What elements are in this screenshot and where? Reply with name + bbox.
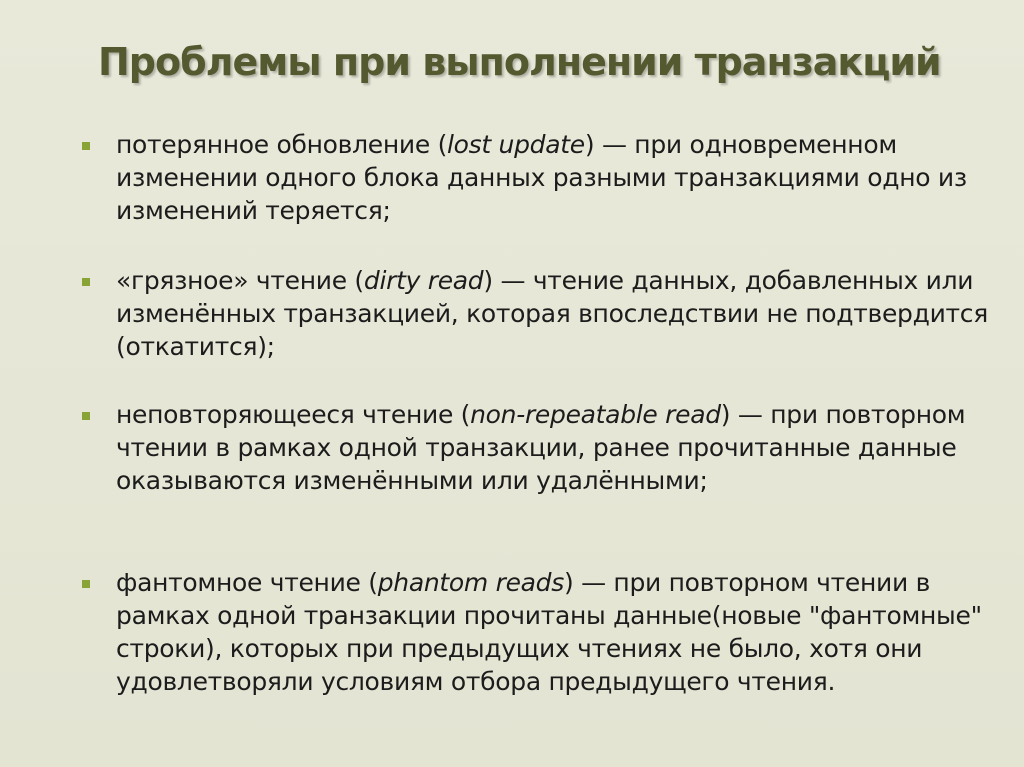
item-term: lost update <box>447 130 585 159</box>
list-item <box>116 566 1006 698</box>
square-bullet-icon <box>82 142 90 150</box>
item-text-prefix: потерянное обновление ( <box>116 130 448 159</box>
item-text-suffix: ) — при повторном чтении в рамках одной транзакции прочитаны данные(новые "фантомные" строки), которых при предыдущих чтениях не было, хотя они удовлетворяли условиям отбора предыдущего чтения. <box>116 568 982 696</box>
item-text-prefix: «грязное» чтение ( <box>116 266 364 295</box>
square-bullet-icon <box>82 580 90 588</box>
item-term: phantom reads <box>377 568 564 597</box>
item-text-prefix: фантомное чтение ( <box>116 568 378 597</box>
item-text-suffix: ) — чтение данных, добавленных или изменённых транзакцией, которая впоследствии не подтвердится (откатится); <box>116 266 988 361</box>
item-text-suffix: ) — при одновременном изменении одного блока данных разными транзакциями одно из изменений теряется; <box>116 130 967 225</box>
list-item <box>116 398 1006 497</box>
square-bullet-icon <box>82 278 90 286</box>
item-term: non-repeatable read <box>470 400 721 429</box>
item-text-prefix: неповторяющееся чтение ( <box>116 400 471 429</box>
list-item <box>116 264 1006 363</box>
item-text-suffix: ) — при повторном чтении в рамках одной транзакции, ранее прочитанные данные оказываются изменёнными или удалёнными; <box>116 400 966 495</box>
square-bullet-icon <box>82 412 90 420</box>
list-item <box>116 128 1006 227</box>
slide-title: Проблемы при выполнении транзакций <box>98 40 941 84</box>
item-term: dirty read <box>363 266 484 295</box>
